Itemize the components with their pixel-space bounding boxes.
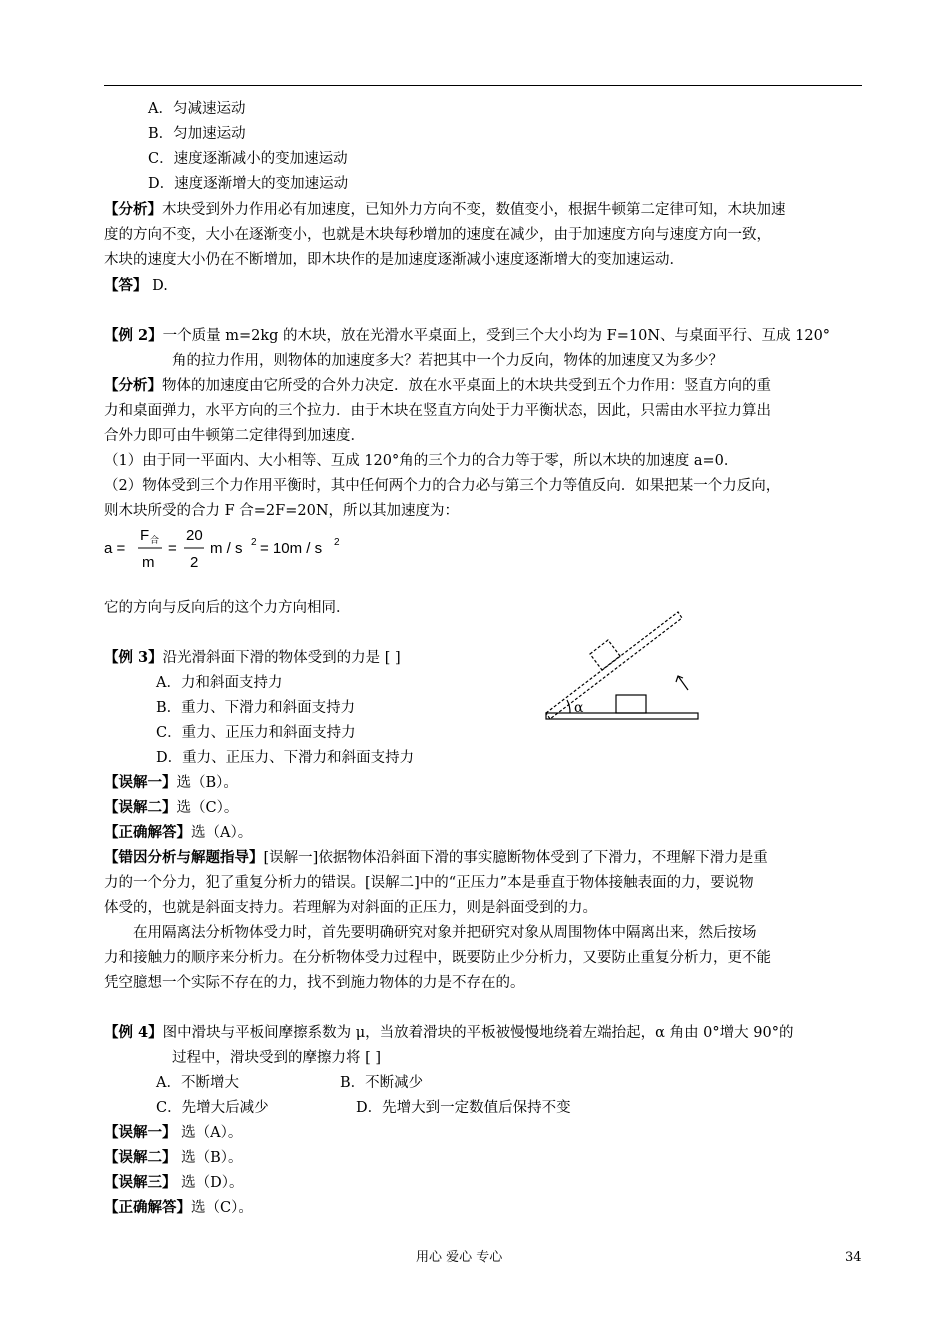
- ex2-question-line-2: 角的拉力作用，则物体的加速度多大？若把其中一个力反向，物体的加速度又为多少？: [172, 353, 723, 369]
- ex3-option-d: D．重力、正压力、下滑力和斜面支持力: [156, 750, 415, 766]
- lift-arrow: [678, 676, 688, 690]
- ex4-option-b: B．不断减少: [340, 1075, 424, 1091]
- formula-rhs: m / s: [210, 540, 243, 557]
- ex4-option-d: D．先增大到一定数值后保持不变: [356, 1100, 571, 1116]
- ex4-wrong2-tag: 【误解二】: [104, 1149, 177, 1166]
- ex3-error-line-2: 力的一个分力，犯了重复分析力的错误。[误解二]中的“正压力”本是垂直于物体接触表面的力，要说物: [104, 875, 754, 891]
- angle-label: α: [574, 700, 584, 716]
- q1-analysis-tag: 【分析】: [104, 201, 162, 218]
- ex3-error-line-6: 凭空臆想一个实际不存在的力，找不到施力物体的力是不存在的。: [104, 975, 525, 991]
- formula-rhs2: = 10m / s: [260, 540, 323, 557]
- header-rule: [104, 85, 862, 86]
- ex3-option-b: B．重力、下滑力和斜面支持力: [156, 700, 356, 716]
- ex2-analysis-line-4: （1）由于同一平面内、大小相等、互成 120°角的三个力的合力等于零，所以木块的加速度 a=0．: [104, 453, 739, 469]
- ex3-error-line-5: 力和接触力的顺序来分析力。在分析物体受力过程中，既要防止少分析力，又要防止重复分析力，更不能: [104, 950, 771, 966]
- ex4-question-line-1: 【例 4】图中滑块与平板间摩擦系数为 μ，当放着滑块的平板被慢慢地绕着左端抬起，α 角由 0°增大 90°的: [104, 1024, 794, 1041]
- formula-lhs: a =: [104, 540, 126, 557]
- ex4-option-a: A．不断增大: [156, 1075, 239, 1091]
- q1-analysis-line-1: 【分析】木块受到外力作用必有加速度，已知外力方向不变，数值变小，根据牛顿第二定律可知，木块加速: [104, 201, 786, 218]
- formula-rhs2-sup: 2: [334, 537, 340, 548]
- q1-option-d: D．速度逐渐增大的变加速运动: [148, 176, 349, 192]
- ex3-correct: 【正确解答】选（A）。: [104, 824, 253, 841]
- ex4-option-c: C．先增大后减少: [156, 1100, 269, 1116]
- q1-answer: 【答】 D.: [104, 277, 168, 294]
- base-plate: [546, 713, 698, 719]
- ex3-option-c: C．重力、正压力和斜面支持力: [156, 725, 356, 741]
- inclined-plank: [546, 612, 682, 719]
- ex4-tag: 【例 4】: [104, 1024, 163, 1041]
- ex3-error-line-4: 在用隔离法分析物体受力时，首先要明确研究对象并把研究对象从周围物体中隔离出来，然后按场: [133, 925, 757, 941]
- formula-frac1-sub: 合: [150, 536, 160, 546]
- ex3-wrong2-tag: 【误解二】: [104, 799, 177, 816]
- ex3-option-a: A．力和斜面支持力: [156, 675, 283, 691]
- ex4-wrong-1: 【误解一】 选（A）。: [104, 1124, 243, 1141]
- q1-option-a: A．匀减速运动: [148, 101, 246, 117]
- ex4-correct-tag: 【正确解答】: [104, 1199, 191, 1216]
- ex4-wrong-2: 【误解二】 选（B）。: [104, 1149, 243, 1166]
- q1-analysis-line-2: 度的方向不变，大小在逐渐变小，也就是木块每秒增加的速度在减少，由于加速度方向与速度方向一致，: [104, 227, 771, 243]
- incline-block: [590, 640, 620, 670]
- footer-motto: 用心 爱心 专心: [416, 1250, 503, 1265]
- ex4-correct: 【正确解答】选（C）。: [104, 1199, 253, 1216]
- base-block: [616, 695, 646, 713]
- ex2-analysis-line-2: 力和桌面弹力，水平方向的三个拉力．由于木块在竖直方向处于力平衡状态，因此，只需由水平拉力算出: [104, 403, 771, 419]
- q1-analysis-line-3: 木块的速度大小仍在不断增加，即木块作的是加速度逐渐减小速度逐渐增大的变加速运动．: [104, 252, 684, 268]
- ex4-wrong1-tag: 【误解一】: [104, 1124, 177, 1141]
- ex2-question-line-1: 【例 2】一个质量 m=2kg 的木块，放在光滑水平桌面上，受到三个大小均为 F=10N、与桌面平行、互成 120°: [104, 327, 831, 344]
- ex3-error-line-1: 【错因分析与解题指导】[误解一]依据物体沿斜面下滑的事实臆断物体受到了下滑力，不理解下滑力是重: [104, 849, 768, 866]
- ex3-tag: 【例 3】: [104, 649, 163, 666]
- acceleration-formula: [104, 523, 354, 575]
- ex2-analysis-line-3: 合外力即可由牛顿第二定律得到加速度．: [104, 428, 365, 444]
- ex2-analysis-line-1: 【分析】物体的加速度由它所受的合外力决定．放在水平桌面上的木块共受到五个力作用：竖直方向的重: [104, 377, 771, 394]
- angle-arc: [567, 700, 570, 713]
- formula-eq: =: [168, 540, 177, 557]
- formula-rhs-sup: 2: [251, 537, 257, 548]
- ex2-conclusion: 它的方向与反向后的这个力方向相同．: [104, 600, 351, 616]
- ex3-wrong1-tag: 【误解一】: [104, 774, 177, 791]
- formula-frac2-den: 2: [190, 554, 199, 571]
- ex2-analysis-tag: 【分析】: [104, 377, 162, 394]
- ex3-error-tag: 【错因分析与解题指导】: [104, 849, 264, 866]
- ex4-wrong3-tag: 【误解三】: [104, 1174, 177, 1191]
- ex3-question: 【例 3】沿光滑斜面下滑的物体受到的力是 [ ]: [104, 649, 401, 666]
- formula-frac1-den: m: [142, 554, 155, 571]
- ex3-wrong-1: 【误解一】选（B）。: [104, 774, 238, 791]
- incline-figure: [540, 610, 700, 732]
- ex2-tag: 【例 2】: [104, 327, 163, 344]
- q1-option-c: C．速度逐渐减小的变加速运动: [148, 151, 348, 167]
- formula-frac2-num: 20: [186, 527, 203, 544]
- q1-option-b: B．匀加速运动: [148, 126, 246, 142]
- ex3-wrong-2: 【误解二】选（C）。: [104, 799, 239, 816]
- ex3-correct-tag: 【正确解答】: [104, 824, 191, 841]
- ex2-analysis-line-5: （2）物体受到三个力作用平衡时，其中任何两个力的合力必与第三个力等值反向．如果把某一个力反向，: [104, 478, 781, 494]
- ex3-error-line-3: 体受的，也就是斜面支持力。若理解为对斜面的正压力，则是斜面受到的力。: [104, 900, 597, 916]
- ex4-wrong-3: 【误解三】 选（D）。: [104, 1174, 244, 1191]
- q1-answer-tag: 【答】: [104, 277, 148, 294]
- page-number: 34: [845, 1250, 862, 1265]
- ex4-question-line-2: 过程中，滑块受到的摩擦力将 [ ]: [172, 1050, 382, 1066]
- ex2-analysis-line-6: 则木块所受的合力 F 合=2F=20N，所以其加速度为：: [104, 503, 460, 519]
- formula-frac1-num: F: [140, 527, 150, 544]
